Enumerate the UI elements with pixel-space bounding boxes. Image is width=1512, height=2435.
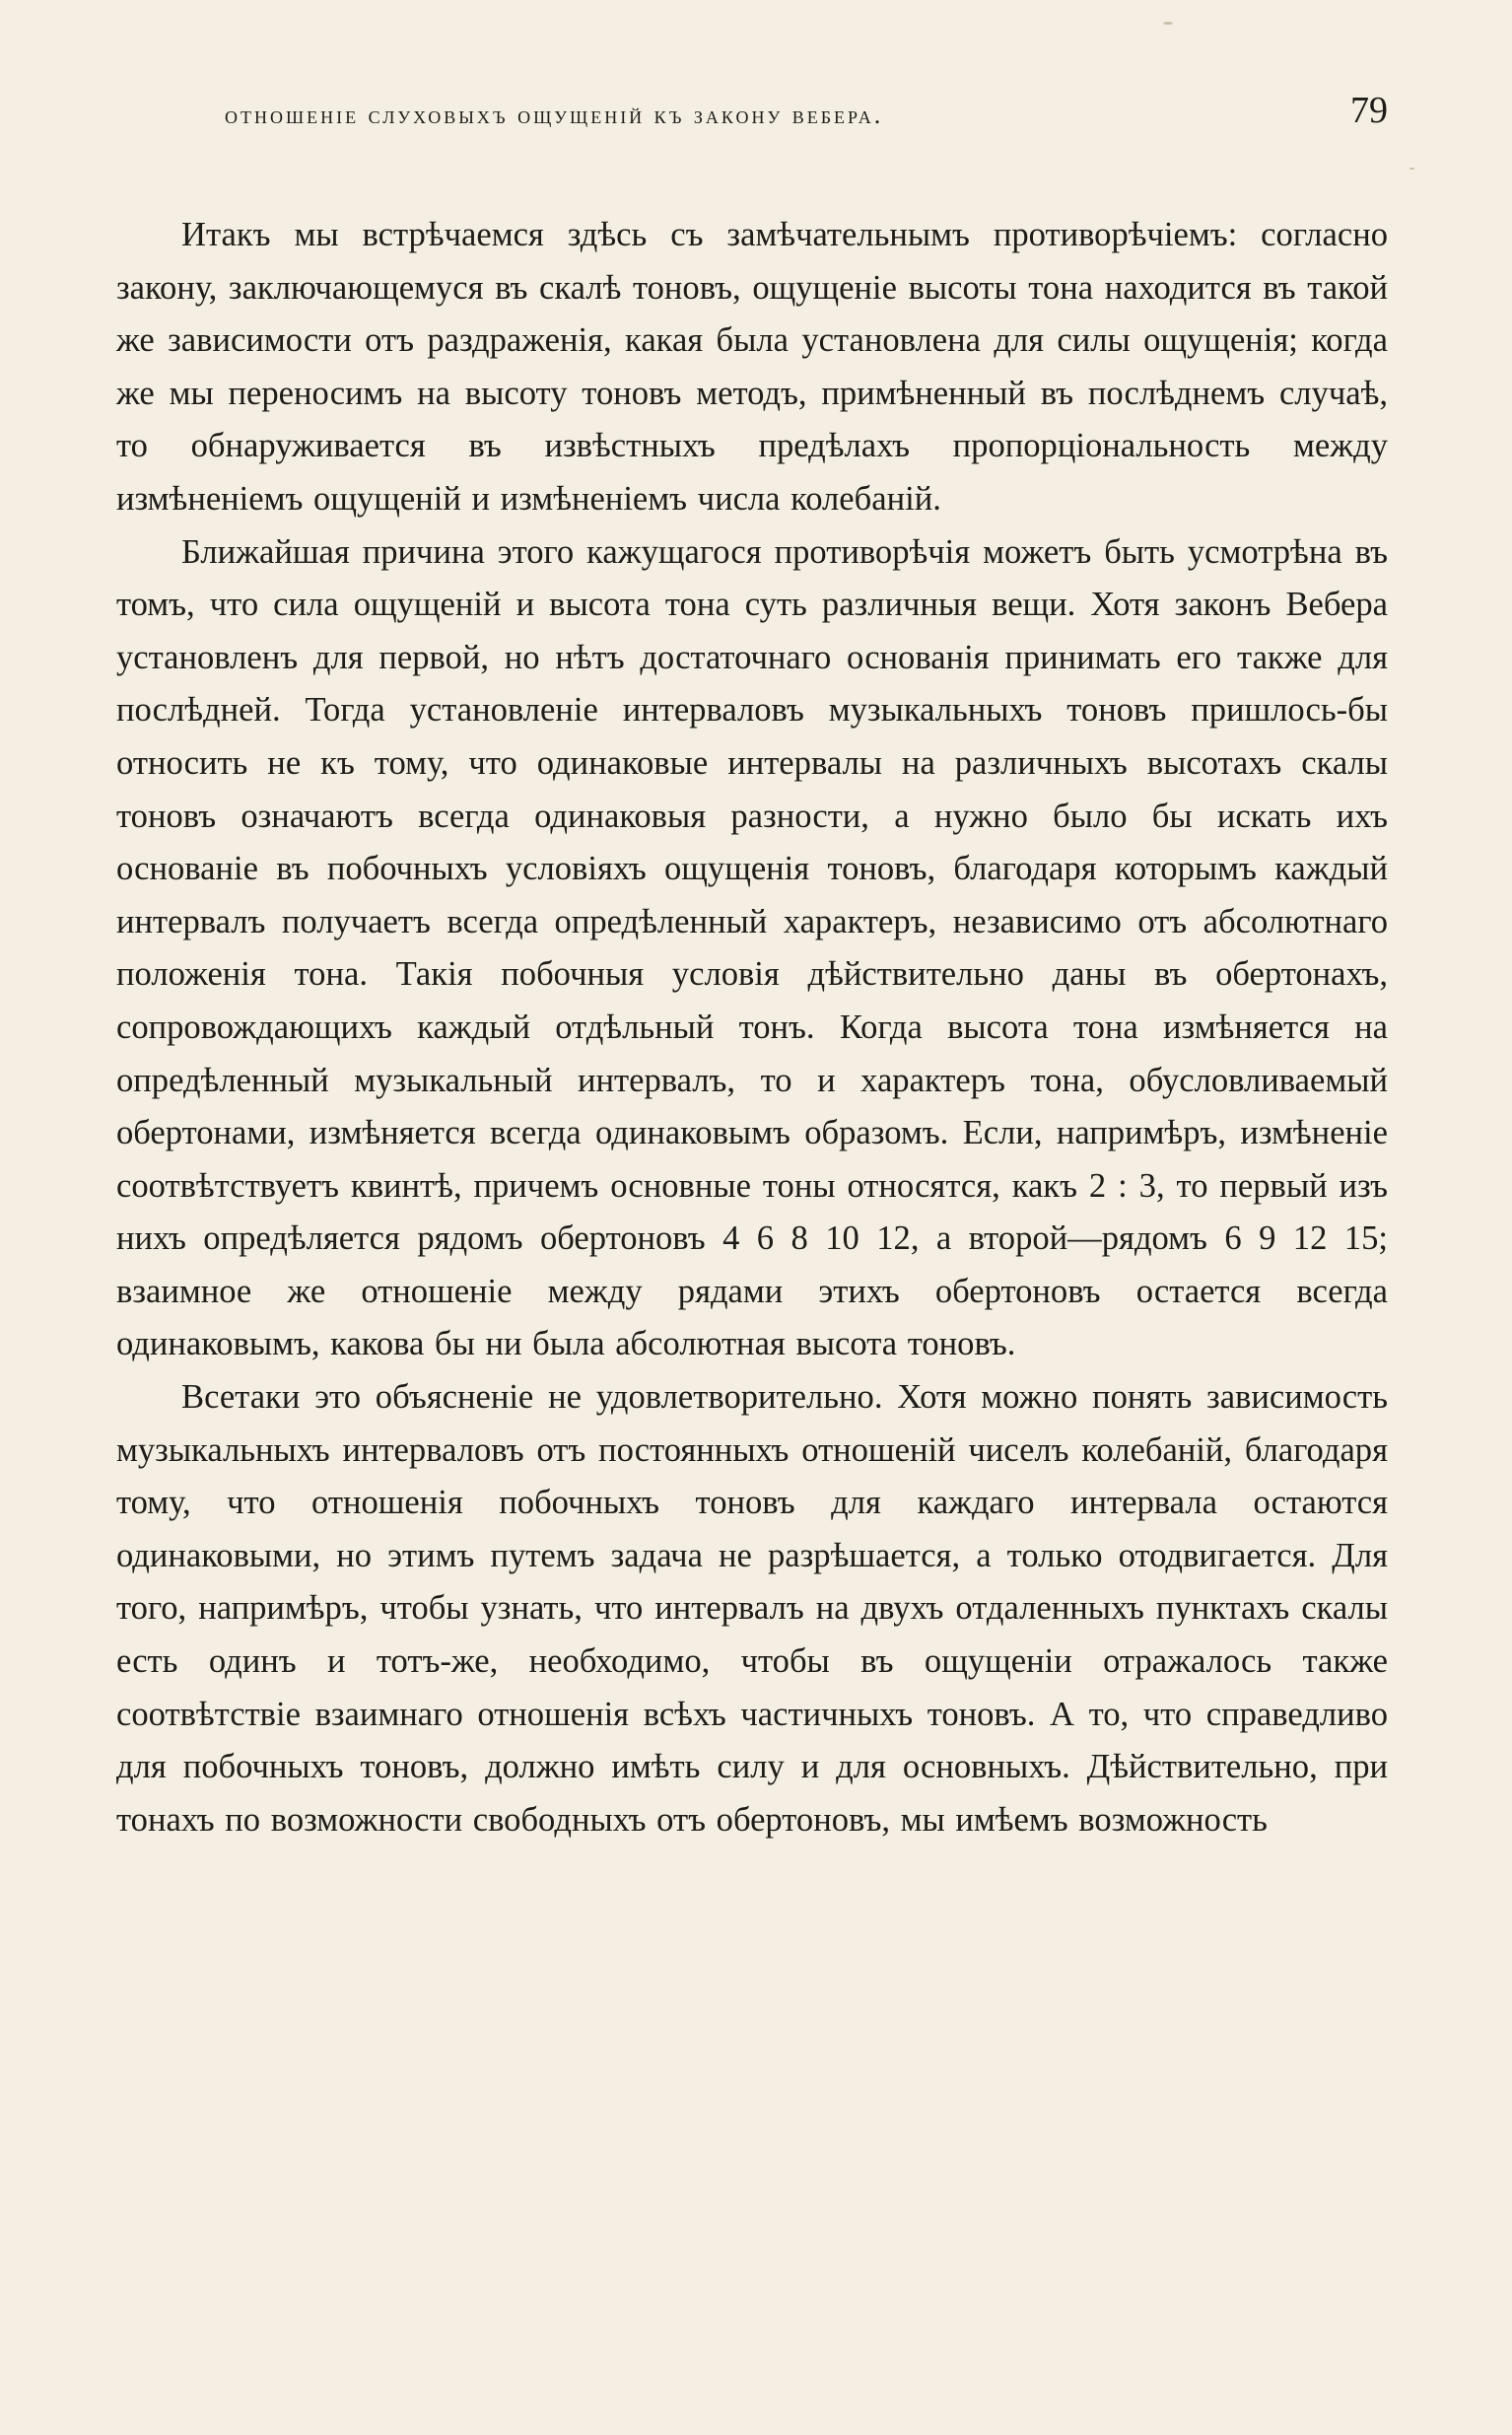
paragraph-2: Ближайшая причина этого кажущагося противорѣчія можетъ быть усмотрѣна въ томъ, что сила ощущеній и высота тона суть различныя вещи. Хотя законъ Вебера установленъ для первой, но нѣтъ достаточнаго основанія принимать его также для послѣдней. Тогда установленіе интерваловъ музыкальныхъ тоновъ пришлось-бы относить не къ тому, что одинаковые интервалы на различныхъ высотахъ скалы тоновъ означаютъ всегда одинаковыя разности, а нужно было бы искать ихъ основаніе въ побочныхъ условіяхъ ощущенія тоновъ, благодаря которымъ каждый интервалъ получаетъ всегда опредѣленный характеръ, независимо отъ абсолютнаго положенія тона. Такія побочныя условія дѣйствительно даны въ обертонахъ, сопровождающихъ каждый отдѣльный тонъ. Когда высота тона измѣняется на опредѣленный музыкальный интервалъ, то и характеръ тона, обусловливаемый обертонами, измѣняется всегда одинаковымъ образомъ. Если, напримѣръ, измѣненіе соотвѣтствуетъ квинтѣ, причемъ основные тоны относятся, какъ 2 : 3, то первый изъ нихъ опредѣляется рядомъ обертоновъ 4 6 8 10 12, а второй—рядомъ 6 9 12 15; взаимное же отношеніе между рядами этихъ обертоновъ остается всегда одинаковымъ, какова бы ни была абсолютная высота тоновъ. [116, 532, 1388, 1363]
paper-speck [1409, 168, 1414, 170]
paragraph-1: Итакъ мы встрѣчаемся здѣсь съ замѣчательнымъ противорѣчіемъ: согласно закону, заключающемуся въ скалѣ тоновъ, ощущеніе высоты тона находится въ такой же зависимости отъ раздраженія, какая была установлена для силы ощущенія; когда же мы переносимъ на высоту тоновъ методъ, примѣненный въ послѣднемъ случаѣ, то обнаруживается въ извѣстныхъ предѣлахъ пропорціональность между измѣненіемъ ощущеній и измѣненіемъ числа колебаній. [116, 216, 1388, 518]
book-page [116, 87, 1388, 2354]
page-number: 79 [1350, 90, 1388, 131]
running-title: отношеніе слуховыхъ ощущеній къ закону вебера. [225, 101, 884, 129]
running-header [116, 87, 1388, 146]
paragraph-3: Всетаки это объясненіе не удовлетворительно. Хотя можно понять зависимость музыкальныхъ интерваловъ отъ постоянныхъ отношеній чиселъ колебаній, благодаря тому, что отношенія побочныхъ тоновъ для каждаго интервала остаются одинаковыми, но этимъ путемъ задача не разрѣшается, а только отодвигается. Для того, напримѣръ, чтобы узнать, что интервалъ на двухъ отдаленныхъ пунктахъ скалы есть одинъ и тотъ-же, необходимо, чтобы въ ощущеніи отражалось также соотвѣтствіе взаимнаго отношенія всѣхъ частичныхъ тоновъ. А то, что справедливо для побочныхъ тоновъ, должно имѣть силу и для основныхъ. Дѣйствительно, при тонахъ по возможности свободныхъ отъ обертоновъ, мы имѣемъ возможность [116, 1378, 1388, 1839]
paper-speck [1163, 22, 1173, 25]
body-text [116, 209, 1388, 1846]
